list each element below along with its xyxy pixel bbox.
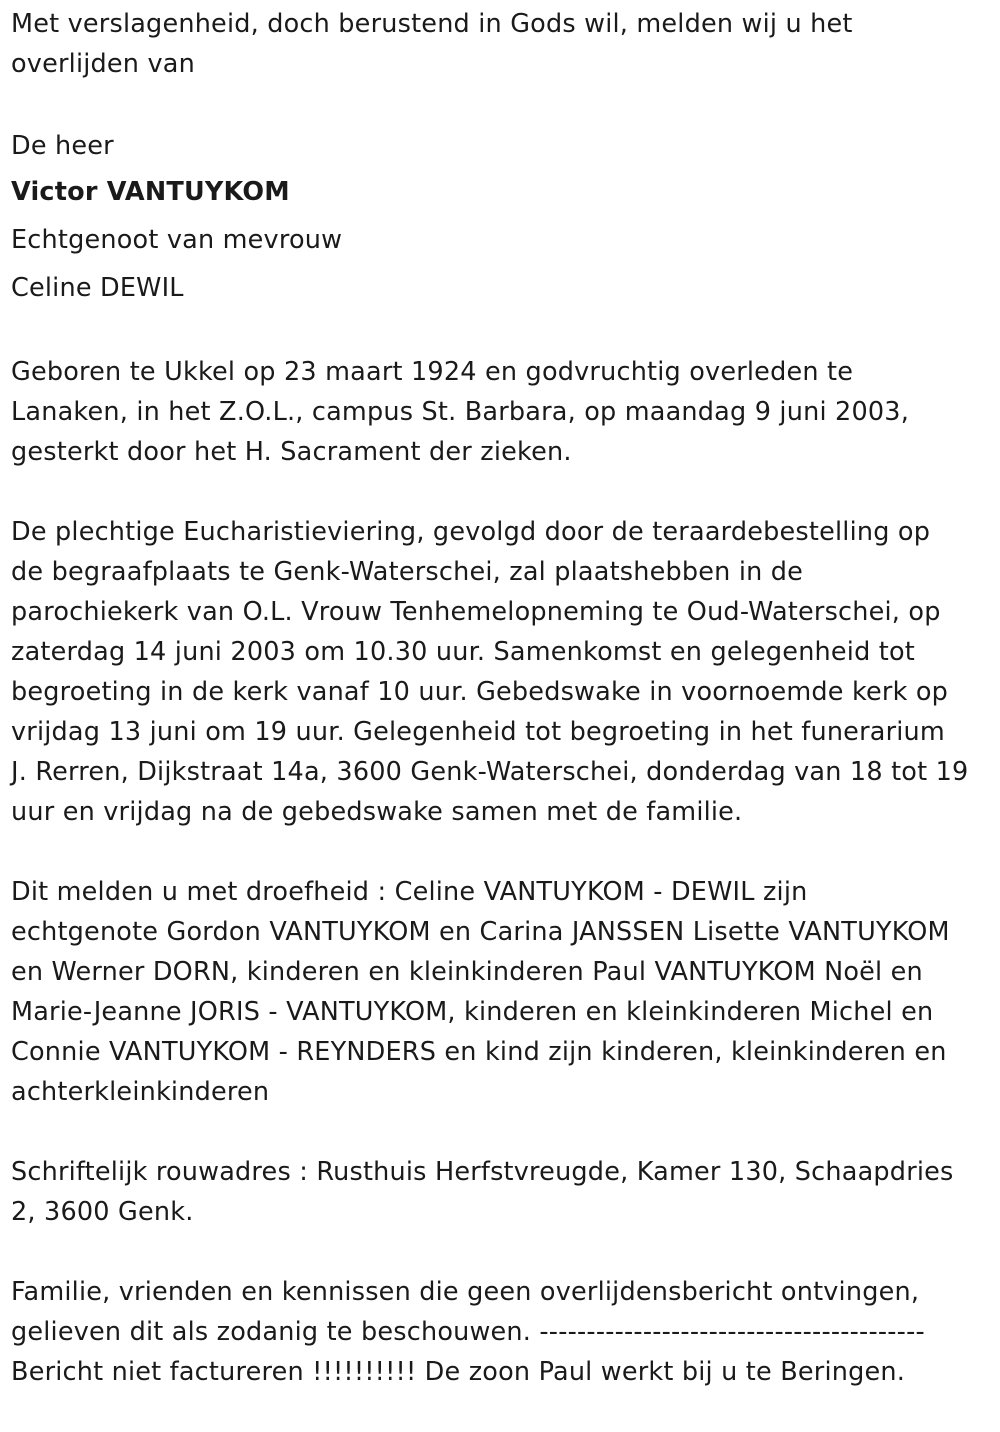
intro-line: Met verslagenheid, doch berustend in Gods wil, melden wij u het	[11, 9, 853, 39]
closing-line: Familie, vrienden en kennissen die geen overlijdensbericht ontvingen,	[11, 1277, 920, 1307]
birth-death-paragraph	[11, 352, 991, 472]
closing-line: gelieven dit als zodanig te beschouwen. -----------------------------------------	[11, 1317, 925, 1347]
intro-paragraph	[11, 4, 991, 84]
obituary-text	[11, 4, 991, 1432]
closing-line: Bericht niet factureren !!!!!!!!!! De zoon Paul werkt bij u te Beringen.	[11, 1357, 906, 1387]
deceased-name: Victor VANTUYKOM	[11, 177, 290, 207]
ceremony-line: zaterdag 14 juni 2003 om 10.30 uur. Samenkomst en gelegenheid tot	[11, 637, 915, 667]
intro-line: overlijden van	[11, 49, 195, 79]
family-line: Dit melden u met droefheid : Celine VANTUYKOM - DEWIL zijn	[11, 877, 808, 907]
closing-paragraph	[11, 1272, 991, 1392]
address-line: Schriftelijk rouwadres : Rusthuis Herfstvreugde, Kamer 130, Schaapdries	[11, 1157, 954, 1187]
ceremony-line: parochiekerk van O.L. Vrouw Tenhemelopneming te Oud-Waterschei, op	[11, 597, 941, 627]
deceased-title: De heer	[11, 131, 114, 161]
deceased-block	[11, 124, 991, 312]
address-paragraph	[11, 1152, 991, 1232]
address-line: 2, 3600 Genk.	[11, 1197, 194, 1227]
ceremony-paragraph	[11, 512, 991, 832]
birth-death-line: Geboren te Ukkel op 23 maart 1924 en godvruchtig overleden te	[11, 357, 854, 387]
birth-death-line: gesterkt door het H. Sacrament der zieken.	[11, 437, 572, 467]
ceremony-line: vrijdag 13 juni om 19 uur. Gelegenheid tot begroeting in het funerarium	[11, 717, 945, 747]
ceremony-line: uur en vrijdag na de gebedswake samen met de familie.	[11, 797, 743, 827]
ceremony-line: J. Rerren, Dijkstraat 14a, 3600 Genk-Waterschei, donderdag van 18 tot 19	[11, 757, 969, 787]
ceremony-line: begroeting in de kerk vanaf 10 uur. Gebedswake in voornoemde kerk op	[11, 677, 949, 707]
spouse-name: Celine DEWIL	[11, 273, 184, 303]
deceased-relation: Echtgenoot van mevrouw	[11, 225, 343, 255]
family-line: echtgenote Gordon VANTUYKOM en Carina JANSSEN Lisette VANTUYKOM	[11, 917, 950, 947]
family-paragraph	[11, 872, 991, 1112]
family-line: Connie VANTUYKOM - REYNDERS en kind zijn kinderen, kleinkinderen en	[11, 1037, 947, 1067]
birth-death-line: Lanaken, in het Z.O.L., campus St. Barbara, op maandag 9 juni 2003,	[11, 397, 910, 427]
family-line: achterkleinkinderen	[11, 1077, 270, 1107]
family-line: en Werner DORN, kinderen en kleinkinderen Paul VANTUYKOM Noël en	[11, 957, 923, 987]
family-line: Marie-Jeanne JORIS - VANTUYKOM, kinderen en kleinkinderen Michel en	[11, 997, 934, 1027]
ceremony-line: de begraafplaats te Genk-Waterschei, zal plaatshebben in de	[11, 557, 804, 587]
ceremony-line: De plechtige Eucharistieviering, gevolgd door de teraardebestelling op	[11, 517, 931, 547]
